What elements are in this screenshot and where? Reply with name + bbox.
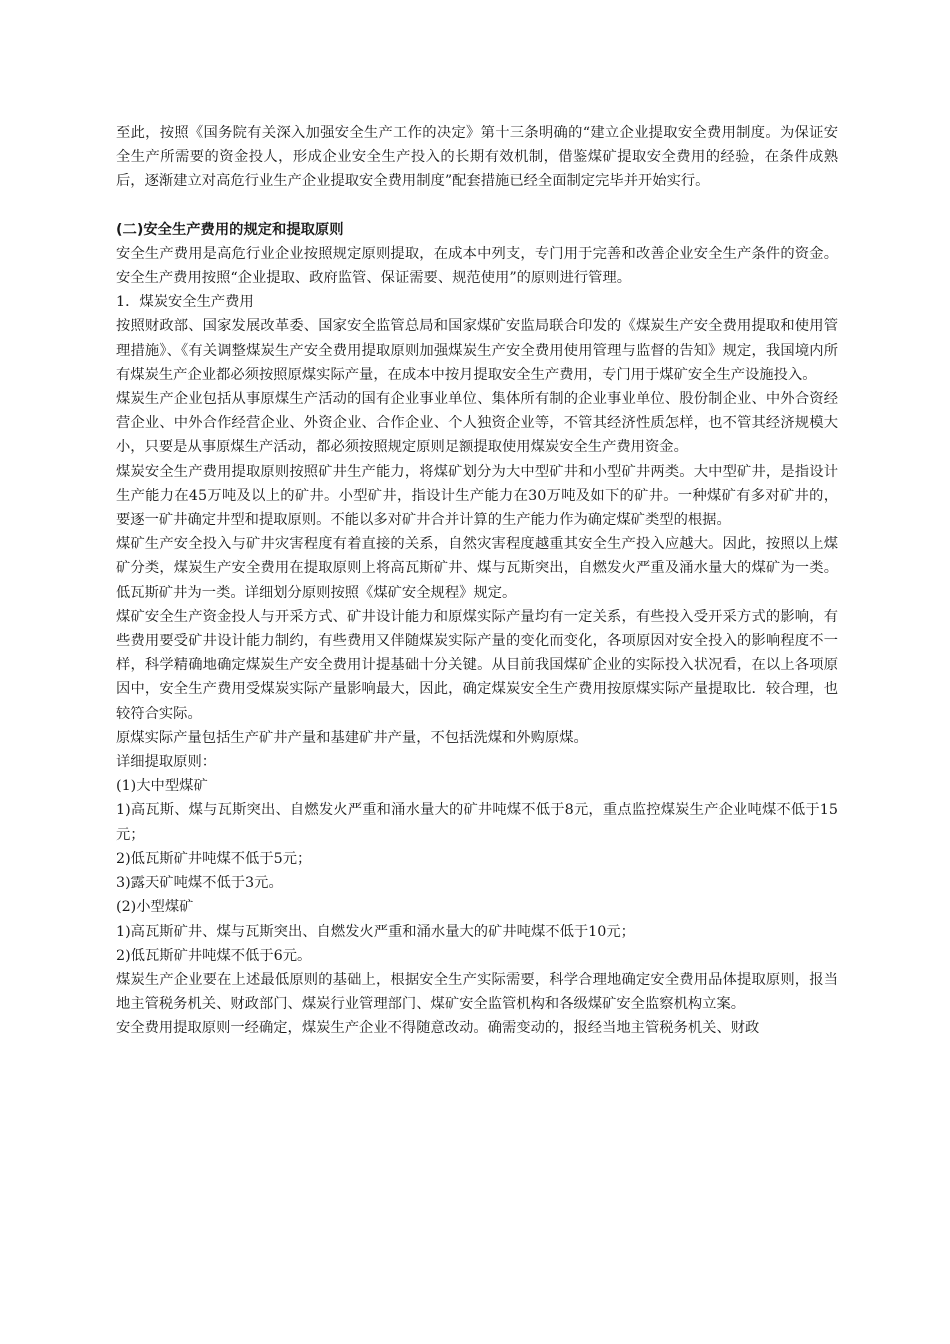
intro-paragraph: 至此，按照《国务院有关深入加强安全生产工作的决定》第十三条明确的“建立企业提取安全费用制度。为保证安全生产所需要的资金投人，形成企业安全生产投入的长期有效机制，借鉴煤矿提取安全费用的经验，在条件成熟后，逐渐建立对高危行业生产企业提取安全费用制度”配套措施已经全面制定完毕并开始实行。	[116, 125, 838, 190]
list-item: 1)高瓦斯矿井、煤与瓦斯突出、自燃发火严重和涌水量大的矿井吨煤不低于10元；	[116, 923, 635, 940]
item-title-coal-safety-fee: 1．煤炭安全生产费用	[116, 294, 254, 311]
subsection-title-large-medium: (1)大中型煤矿	[116, 778, 208, 795]
paragraph-gap	[116, 194, 838, 218]
paragraph-enterprise-scope: 煤炭生产企业包括从事原煤生产活动的国有企业事业单位、集体所有制的企业事业单位、股份制企业、中外合资经营企业、中外合作经营企业、外资企业、合作企业、个人独资企业等，不管其经济性质怎样，也不管其经济规模大小，只要是从事原煤生产活动，都必须按照规定原则足额提取使用煤炭安全生产费用资金。	[116, 391, 838, 456]
paragraph-regulation: 按照财政部、国家发展改革委、国家安全监管总局和国家煤矿安监局联合印发的《煤炭生产安全费用提取和使用管理措施》、《有关调整煤炭生产安全费用提取原则加强煤炭生产安全费用使用管理与监督的告知》规定，我国境内所有煤炭生产企业都必须按照原煤实际产量，在成本中按月提取安全生产费用，专门用于煤矿安全生产设施投入。	[116, 318, 838, 383]
paragraph-changes: 安全费用提取原则一经确定，煤炭生产企业不得随意改动。确需变动的，报经当地主管税务机关、财政	[116, 1020, 760, 1037]
paragraph-definition: 安全生产费用是高危行业企业按照规定原则提取，在成本中列支，专门用于完善和改善企业安全生产条件的资金。安全生产费用按照“企业提取、政府监管、保证需要、规范使用”的原则进行管理。	[116, 245, 838, 287]
list-item: 3)露天矿吨煤不低于3元。	[116, 875, 283, 892]
list-item: 2)低瓦斯矿井吨煤不低于5元；	[116, 850, 312, 867]
paragraph-disaster-degree: 煤矿生产安全投入与矿井灾害程度有着直接的关系，自然灾害程度越重其安全生产投入应越大。因此，按照以上煤矿分类，煤炭生产安全费用在提取原则上将高瓦斯矿井、煤与瓦斯突出，自燃发火严重及涌水量大的煤矿为一类。低瓦斯矿井为一类。详细划分原则按照《煤矿安全规程》规定。	[116, 536, 838, 601]
subsection-title-small: (2)小型煤矿	[116, 899, 194, 916]
paragraph-investment-factors: 煤矿安全生产资金投人与开采方式、矿井设计能力和原煤实际产量均有一定关系，有些投入受开采方式的影响，有些费用要受矿井设计能力制约，有些费用又伴随煤炭实际产量的变化而变化，各项原因对安全投入的影响程度不一样，科学精确地确定煤炭生产安全费用计提基础十分关键。从目前我国煤矿企业的实际投入状况看，在以上各项原因中，安全生产费用受煤炭实际产量影响最大，因此，确定煤炭安全生产费用按原煤实际产量提取比．较合理，也较符合实际。	[116, 608, 838, 722]
document-body	[116, 121, 838, 1041]
section-heading: (二)安全生产费用的规定和提取原则	[116, 221, 344, 238]
list-item: 2)低瓦斯矿井吨煤不低于6元。	[116, 947, 312, 964]
list-item: 1)高瓦斯、煤与瓦斯突出、自燃发火严重和涌水量大的矿井吨煤不低于8元，重点监控煤炭生产企业吨煤不低于15元；	[116, 802, 838, 843]
paragraph-mine-classification: 煤炭安全生产费用提取原则按照矿井生产能力，将煤矿划分为大中型矿井和小型矿井两类。大中型矿井，是指设计生产能力在45万吨及以上的矿井。小型矿井，指设计生产能力在30万吨及如下的矿井。一种煤矿有多对矿井的，要逐一矿井确定井型和提取原则。不能以多对矿井合并计算的生产能力作为确定煤矿类型的根据。	[116, 463, 838, 529]
paragraph-actual-output: 原煤实际产量包括生产矿井产量和基建矿井产量，不包括洗煤和外购原煤。	[116, 729, 588, 746]
paragraph-detailed-principles: 详细提取原则：	[116, 754, 217, 771]
paragraph-filing: 煤炭生产企业要在上述最低原则的基础上，根据安全生产实际需要，科学合理地确定安全费用品体提取原则，报当地主管税务机关、财政部门、煤炭行业管理部门、煤矿安全监管机构和各级煤矿安全监察机构立案。	[116, 971, 838, 1013]
